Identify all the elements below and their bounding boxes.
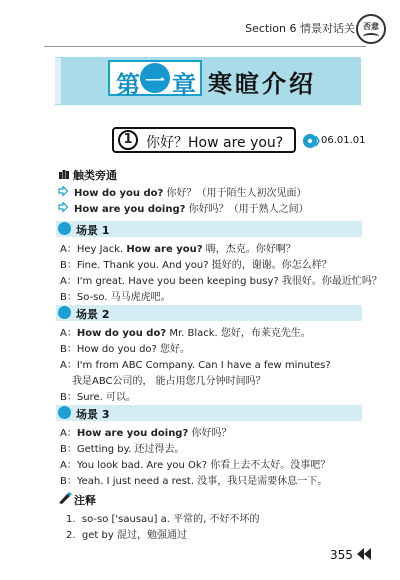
pen-note-icon [58, 492, 72, 504]
chapter-number-badge [140, 63, 170, 93]
scene-2-dot-icon [58, 306, 71, 319]
audio-track-code: 06.01.01 [321, 135, 366, 146]
guide-item-2-en: How are you doing? [74, 204, 186, 215]
scene-3-line-4: B：Yeah. I just need a rest. 没事，我只是需要休息一下。 [60, 476, 328, 487]
scene-2-label: 场景 2 [76, 308, 110, 321]
guide-item-2-cn: 你好吗？（用于熟人之间） [185, 204, 309, 215]
guide-item-1-cn: 你好？（用于陌生人初次见面） [163, 188, 307, 199]
logo-smile-icon [363, 33, 379, 40]
chapter-title: 寒暄介绍 [208, 70, 316, 98]
arrow-right-icon [58, 186, 68, 196]
lesson-number-badge [118, 130, 138, 150]
scene-1-line-4: B：So-so. 马马虎虎吧。 [60, 292, 171, 303]
scene-3-dot-icon [58, 406, 71, 419]
scene-3-line-3: A：You look bad. Are you Ok? 你看上去不太好。没事吧？ [60, 460, 331, 471]
scene-2-line-2: B：How do you do? 您好。 [60, 344, 191, 355]
note-item-1: 1. so-so ['sausau] a. 平常的, 不好不坏的 [66, 514, 260, 525]
scene-2-line-3: A：I'm from ABC Company. Can I have a few minutes? [60, 360, 331, 371]
scene-1-dot-icon [58, 222, 71, 235]
logo-text: 否意 [363, 22, 379, 31]
audio-disc-icon[interactable] [302, 133, 320, 149]
double-arrow-left-icon [357, 548, 371, 560]
lesson-title: 你好？How are you? [146, 135, 284, 151]
guide-item-1-en: How do you do? [74, 188, 164, 199]
scene-1-line-2: B：Fine. Thank you. And you? 挺好的，谢谢。你怎么样？ [60, 260, 332, 271]
arrow-right-icon [58, 202, 68, 212]
scene-1-label: 场景 1 [76, 224, 110, 237]
scene-2-line-4: 我是ABC公司的， 能占用您几分钟时间吗？ [72, 376, 266, 387]
chapter-char-zhang: 章 [172, 71, 196, 99]
header-divider [44, 46, 366, 47]
scene-3-label: 场景 3 [76, 408, 110, 421]
book-logo [356, 14, 386, 44]
lesson-number: 1 [123, 132, 133, 147]
scene-3-line-2: B：Getting by. 还过得去。 [60, 444, 185, 455]
scene-3-line-1: A：How are you doing? 你好吗？ [60, 428, 232, 439]
guide-item-2 [74, 200, 309, 215]
scene-2-line-1: A：How do you do? Mr. Black. 您好，布莱克先生。 [60, 328, 311, 339]
guide-item-1 [74, 184, 306, 199]
scene-1-line-3: A：I'm great. Have you been keeping busy? 我很好。你最近忙吗？ [60, 276, 382, 287]
notes-label: 注释 [74, 494, 96, 507]
chapter-char-di: 第 [116, 71, 140, 99]
scene-1-line-1: A：Hey Jack. How are you? 嗨，杰克。你好啊？ [60, 244, 296, 255]
header-section-title: Section 6 情景对话关 [245, 22, 355, 35]
page-number: 355 [330, 548, 353, 562]
chapter-number: 一 [145, 69, 165, 93]
fingers-icon [58, 168, 70, 180]
note-item-2: 2. get by 混过，勉强通过 [66, 530, 187, 541]
banner-stripe [55, 58, 61, 104]
scene-2-line-5: B：Sure. 可以。 [60, 392, 136, 403]
guide-label: 触类旁通 [73, 169, 117, 182]
